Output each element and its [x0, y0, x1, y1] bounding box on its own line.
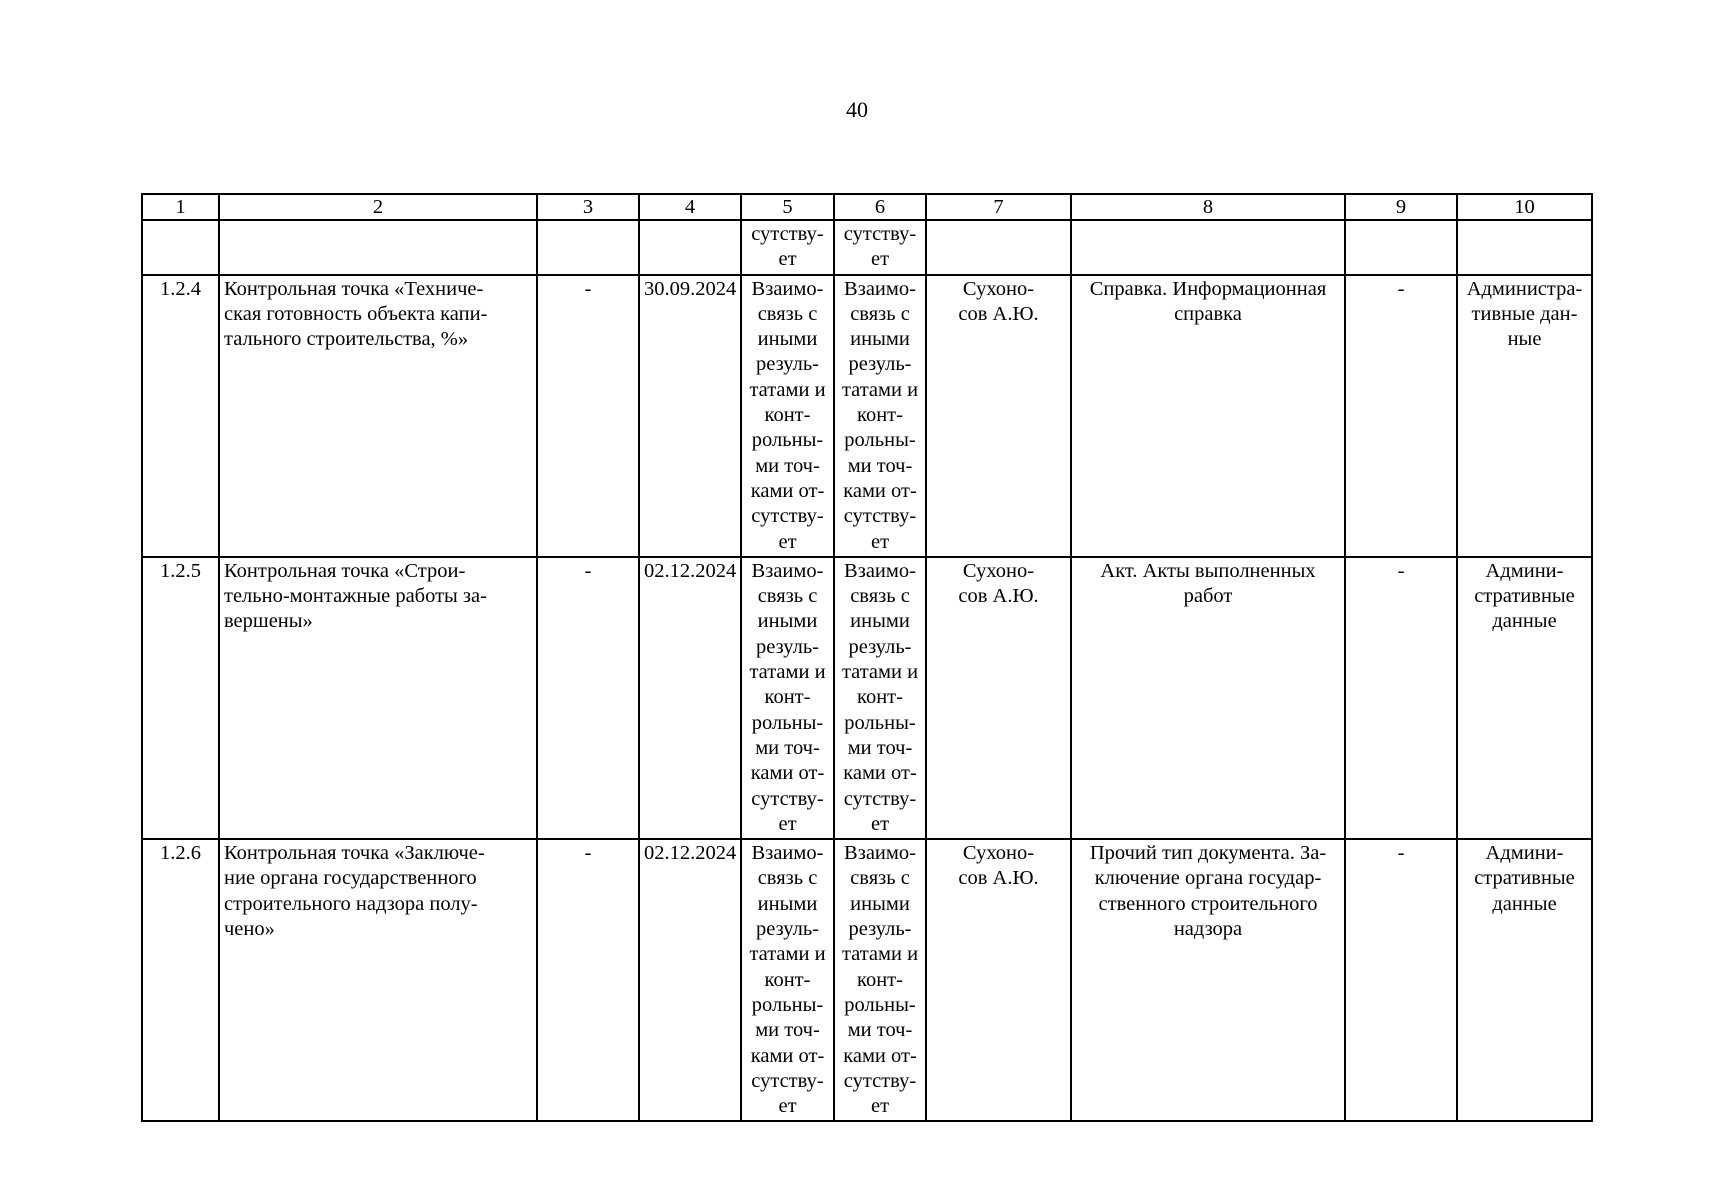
dash-cell: -	[537, 839, 639, 1121]
column-header: 10	[1457, 194, 1592, 220]
relation-cell: Взаимо- связь с иными резуль- татами и конт- рольны- ми точ- ками от- сутству- ет	[741, 275, 834, 557]
column-header: 9	[1345, 194, 1457, 220]
table-row	[142, 557, 1592, 839]
responsible-cell: Сухоно- сов А.Ю.	[926, 839, 1071, 1121]
relation-cell: Взаимо- связь с иными резуль- татами и конт- рольны- ми точ- ками от- сутству- ет	[834, 557, 926, 839]
empty-cell	[142, 220, 219, 275]
relation-cell: Взаимо- связь с иными резуль- татами и конт- рольны- ми точ- ками от- сутству- ет	[741, 557, 834, 839]
dash-cell: -	[537, 557, 639, 839]
date-cell: 30.09.2024	[639, 275, 741, 557]
empty-cell	[1071, 220, 1345, 275]
relation-cell: Взаимо- связь с иными резуль- татами и конт- рольны- ми точ- ками от- сутству- ет	[741, 839, 834, 1121]
dash-cell: -	[1345, 275, 1457, 557]
relation-cell: Взаимо- связь с иными резуль- татами и конт- рольны- ми точ- ками от- сутству- ет	[834, 839, 926, 1121]
page-number: 40	[846, 97, 868, 122]
column-header: 5	[741, 194, 834, 220]
column-header: 8	[1071, 194, 1345, 220]
relation-cell: Взаимо- связь с иными резуль- татами и конт- рольны- ми точ- ками от- сутству- ет	[834, 275, 926, 557]
empty-cell	[1345, 220, 1457, 275]
dash-cell: -	[1345, 557, 1457, 839]
relation-cell: сутству- ет	[834, 220, 926, 275]
source-cell: Админи- стративные данные	[1457, 557, 1592, 839]
continuation-row	[142, 220, 1592, 275]
column-header: 7	[926, 194, 1071, 220]
date-cell: 02.12.2024	[639, 557, 741, 839]
relation-cell: сутству- ет	[741, 220, 834, 275]
row-number: 1.2.4	[142, 275, 219, 557]
row-number: 1.2.5	[142, 557, 219, 839]
dash-cell: -	[537, 275, 639, 557]
column-header: 6	[834, 194, 926, 220]
date-cell: 02.12.2024	[639, 839, 741, 1121]
control-point-name: Контрольная точка «Заключе- ние органа государственного строительного надзора полу- чено»	[219, 839, 537, 1121]
row-number: 1.2.6	[142, 839, 219, 1121]
control-point-name: Контрольная точка «Техниче- ская готовность объекта капи- тального строительства, %»	[219, 275, 537, 557]
column-header: 2	[219, 194, 537, 220]
responsible-cell: Сухоно- сов А.Ю.	[926, 275, 1071, 557]
responsible-cell: Сухоно- сов А.Ю.	[926, 557, 1071, 839]
table-row	[142, 275, 1592, 557]
column-number-header-row	[142, 194, 1592, 220]
control-points-table	[141, 193, 1593, 1122]
document-cell: Справка. Информационная справка	[1071, 275, 1345, 557]
source-cell: Администра- тивные дан- ные	[1457, 275, 1592, 557]
source-cell: Админи- стративные данные	[1457, 839, 1592, 1121]
column-header: 1	[142, 194, 219, 220]
empty-cell	[1457, 220, 1592, 275]
column-header: 4	[639, 194, 741, 220]
table-row	[142, 839, 1592, 1121]
document-cell: Прочий тип документа. За- ключение органа государ- ственного строительного надзора	[1071, 839, 1345, 1121]
empty-cell	[926, 220, 1071, 275]
empty-cell	[537, 220, 639, 275]
empty-cell	[639, 220, 741, 275]
dash-cell: -	[1345, 839, 1457, 1121]
document-cell: Акт. Акты выполненных работ	[1071, 557, 1345, 839]
column-header: 3	[537, 194, 639, 220]
empty-cell	[219, 220, 537, 275]
control-point-name: Контрольная точка «Строи- тельно-монтажные работы за- вершены»	[219, 557, 537, 839]
